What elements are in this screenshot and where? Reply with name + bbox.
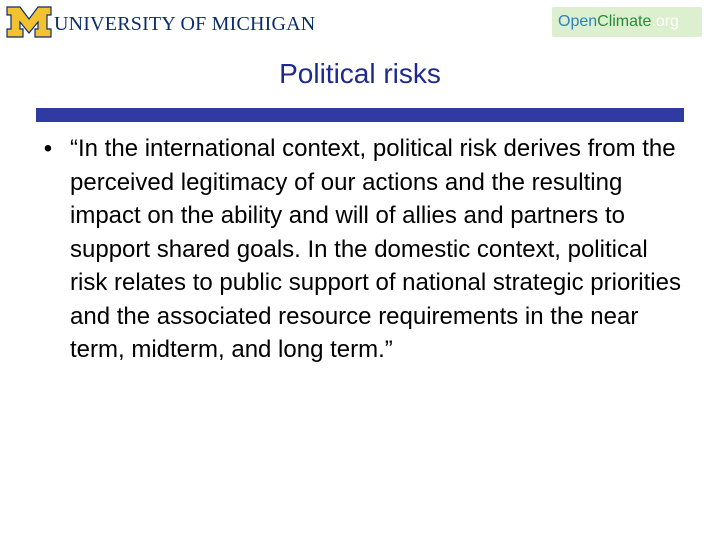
openclimate-logo <box>552 7 702 37</box>
bullet-text: “In the international context, political risk derives from the perceived legitimacy of our actions and the resulting impact on the ability and will of allies and partners to support shared goals. In the domestic context, political risk relates to public support of national strategic priorities and the associated resource requirements in the near term, midterm, and long term.” <box>70 135 681 363</box>
university-of-michigan-logo <box>6 6 315 38</box>
openclimate-logo-open: Open <box>558 13 598 30</box>
title-underline-bar <box>36 108 684 122</box>
university-wordmark <box>54 14 315 34</box>
openclimate-logo-climate: Climate <box>597 13 652 30</box>
university-wordmark-text: UNIVERSITY OF MICHIGAN <box>54 13 316 35</box>
block-m-icon <box>6 6 52 38</box>
bullet-marker: • <box>43 135 53 162</box>
openclimate-logo-tld: .org <box>651 13 679 30</box>
slide-title: Political risks <box>279 58 441 89</box>
bullet-item <box>38 132 688 367</box>
bullet-list <box>38 132 688 367</box>
